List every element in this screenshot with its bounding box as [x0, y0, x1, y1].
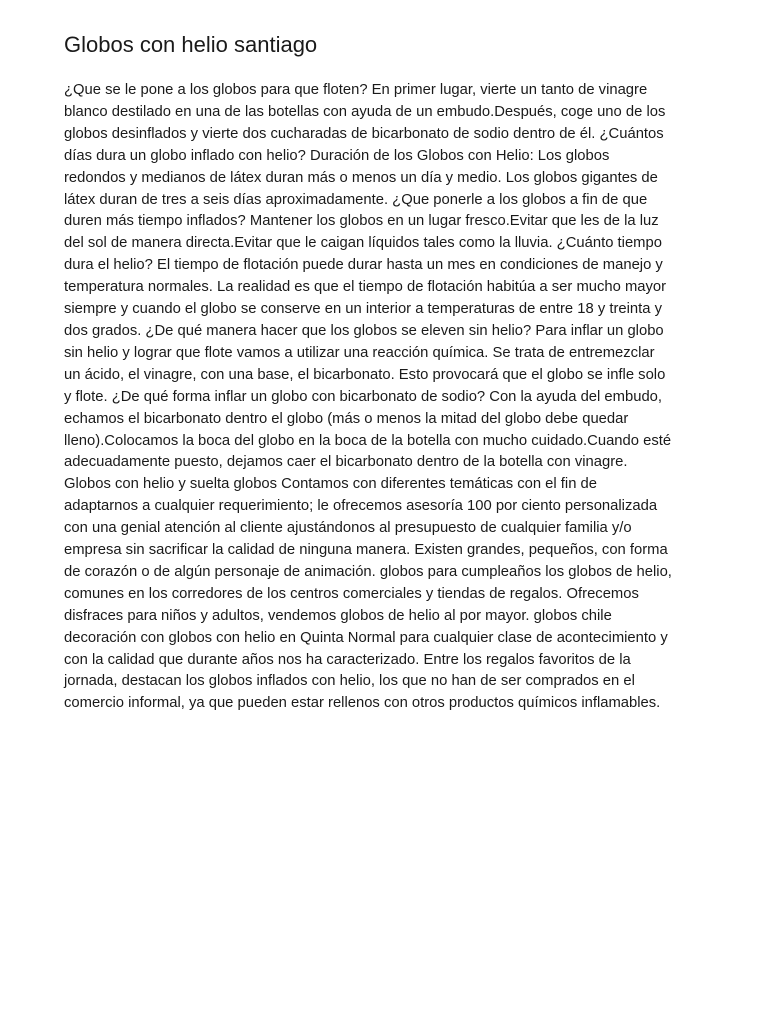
paragraph-line: temperatura normales. La realidad es que el tiempo de flotación habitúa a ser mucho mayor [64, 279, 667, 296]
paragraph-line: con la calidad que durante años nos ha caracterizado. Entre los regalos favoritos de la [64, 651, 631, 668]
paragraph-line: echamos el bicarbonato dentro el globo (más o menos la mitad del globo debe quedar [64, 410, 629, 427]
paragraph-line: con una genial atención al cliente ajustándonos al presupuesto de cualquier familia y/o [64, 520, 632, 537]
paragraph-line: siempre y cuando el globo se conserve en un interior a temperaturas de entre 18 y treinta y [64, 301, 662, 318]
paragraph-line: un ácido, el vinagre, con una base, el bicarbonato. Esto provocará que el globo se infle solo [64, 366, 666, 383]
paragraph-line: sin helio y lograr que flote vamos a utilizar una reacción química. Se trata de entremezclar [64, 344, 655, 361]
page-title: Globos con helio santiago [64, 32, 318, 57]
paragraph-line: adaptarnos a cualquier requerimiento; le ofrecemos asesoría 100 por ciento personalizada [64, 498, 658, 515]
paragraph-line: decoración con globos con helio en Quinta Normal para cualquier clase de acontecimiento y [64, 629, 668, 646]
paragraph-line: blanco destilado en una de las botellas con ayuda de un embudo.Después, coge uno de los [64, 103, 666, 120]
paragraph-line: disfraces para niños y adultos, vendemos globos de helio al por mayor. globos chile [64, 607, 612, 624]
paragraph-line: duren más tiempo inflados? Mantener los globos en un lugar fresco.Evitar que les de la luz [64, 213, 659, 230]
paragraph-line: jornada, destacan los globos inflados con helio, los que no han de ser comprados en el [64, 673, 635, 690]
paragraph-line: comercio informal, ya que pueden estar rellenos con otros productos químicos inflamables. [64, 695, 661, 712]
paragraph-line: lleno).Colocamos la boca del globo en la boca de la botella con mucho cuidado.Cuando esté [64, 432, 672, 449]
paragraph-line: redondos y medianos de látex duran más o menos un día y medio. Los globos gigantes de [64, 169, 658, 186]
paragraph-line: Globos con helio y suelta globos Contamos con diferentes temáticas con el fin de [64, 476, 597, 493]
paragraph-line: de corazón o de algún personaje de animación. globos para cumpleaños los globos de helio, [64, 563, 672, 580]
paragraph-line: dos grados. ¿De qué manera hacer que los globos se eleven sin helio? Para inflar un globo [64, 322, 664, 339]
paragraph-line: días dura un globo inflado con helio? Duración de los Globos con Helio: Los globos [64, 147, 610, 164]
paragraph-line: globos desinflados y vierte dos cucharadas de bicarbonato de sodio dentro de él. ¿Cuántos [64, 125, 664, 142]
paragraph-line: dura el helio? El tiempo de flotación puede durar hasta un mes en condiciones de manejo y [64, 257, 663, 274]
paragraph-line: empresa sin sacrificar la calidad de ninguna manera. Existen grandes, pequeños, con forma [64, 542, 668, 559]
paragraph-line: comunes en los corredores de los centros comerciales y tiendas de regalos. Ofrecemos [64, 585, 639, 602]
paragraph-line: ¿Que se le pone a los globos para que floten? En primer lugar, vierte un tanto de vinagre [64, 82, 648, 98]
body-paragraph [64, 80, 672, 715]
paragraph-line: látex duran de tres a seis días aproximadamente. ¿Que ponerle a los globos a fin de que [64, 191, 648, 208]
paragraph-line: del sol de manera directa.Evitar que le caigan líquidos tales como la lluvia. ¿Cuánto tiempo [64, 235, 662, 252]
paragraph-line: y flote. ¿De qué forma inflar un globo con bicarbonato de sodio? Con la ayuda del embudo, [64, 388, 663, 405]
paragraph-line: adecuadamente puesto, dejamos caer el bicarbonato dentro de la botella con vinagre. [64, 454, 628, 471]
